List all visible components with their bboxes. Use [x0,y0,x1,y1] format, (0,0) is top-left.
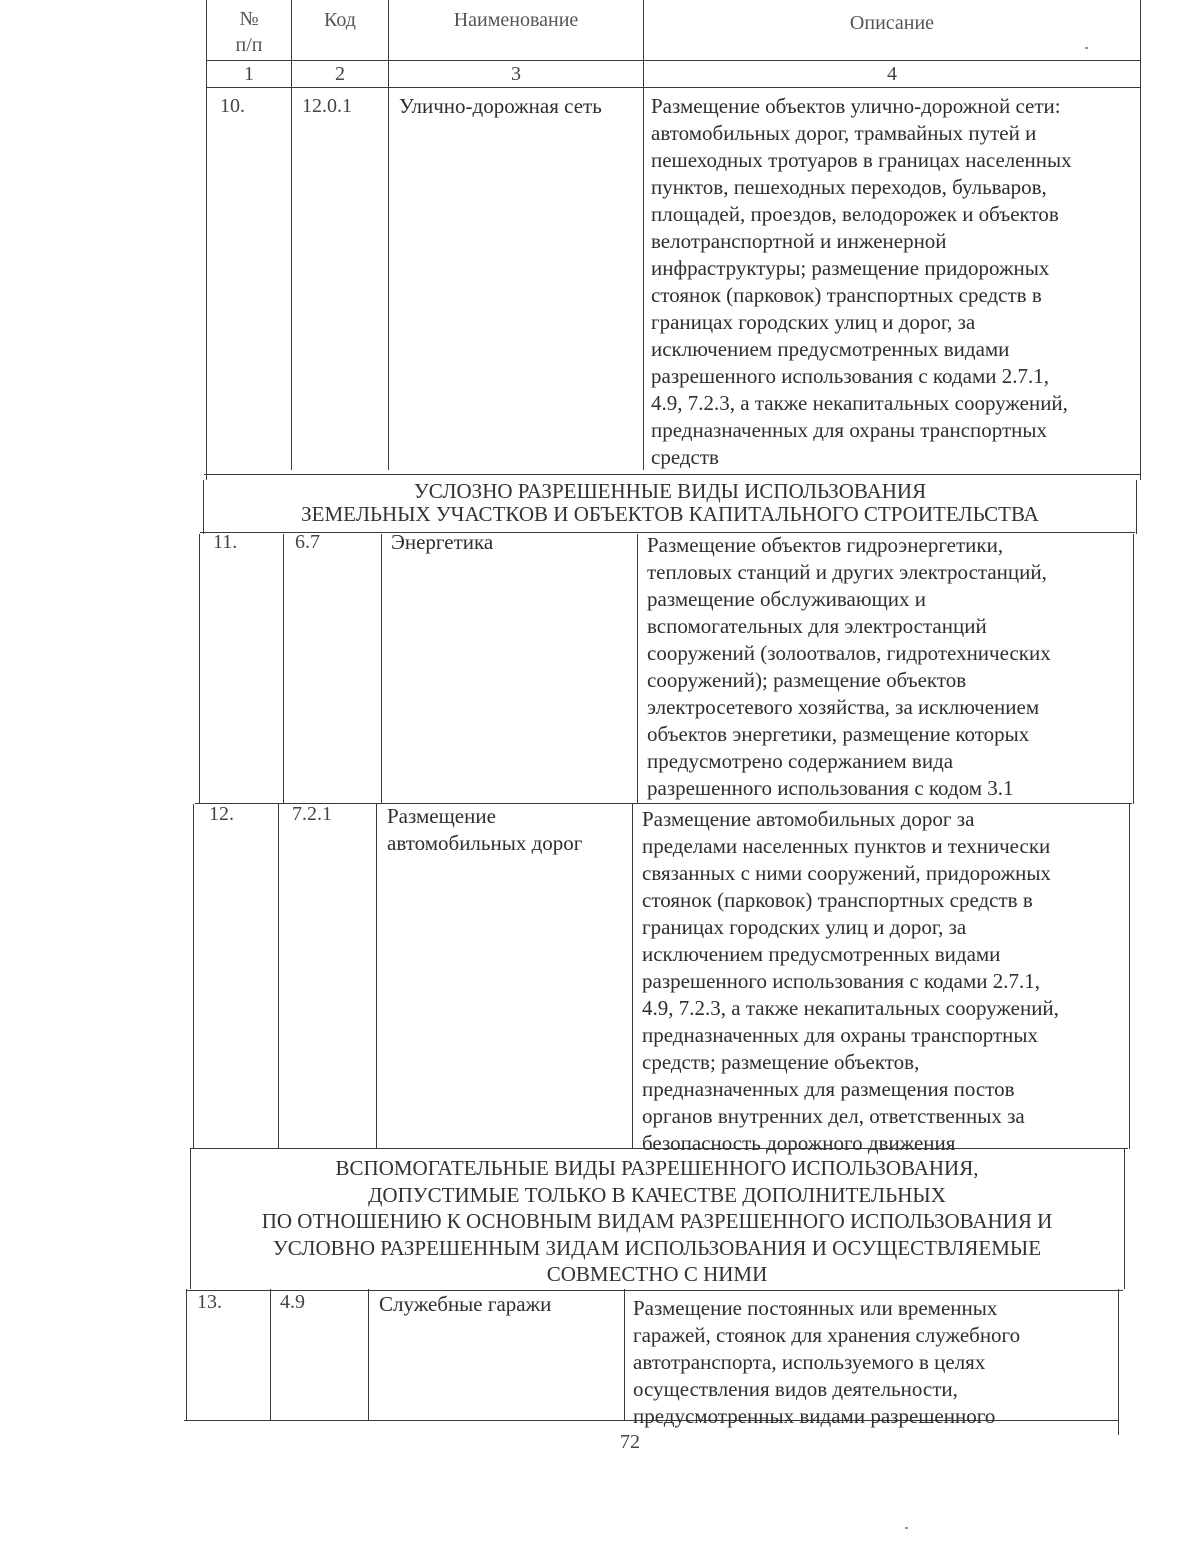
section-heading-auxiliary: ВСПОМОГАТЕЛЬНЫЕ ВИДЫ РАЗРЕШЕННОГО ИСПОЛЬЗОВАНИЯ, ДОПУСТИМЫЕ ТОЛЬКО В КАЧЕСТВЕ ДОПОЛНИТЕЛЬНЫХ ПО ОТНОШЕНИЮ К ОСНОВНЫМ ВИДАМ РАЗРЕШЕННОГО ИСПОЛЬЗОВАНИЯ И УСЛОВНО РАЗРЕШЕННЫМ ЗИДАМ ИСПОЛЬЗОВАНИЯ И ОСУЩЕСТВЛЯЕМЫЕ СОВМЕСТНО С НИМИ [261,1156,1053,1286]
column-number-3: 3 [511,63,521,85]
column-number-1: 1 [244,63,254,85]
row-number: 13. [197,1291,222,1313]
column-number-2: 2 [335,63,345,85]
row-name: Служебные гаражи [379,1292,552,1316]
row-code: 6.7 [295,531,320,553]
row-name: Улично-дорожная сеть [399,94,602,118]
section-heading-conditional: УСЛОЗНО РАЗРЕШЕННЫЕ ВИДЫ ИСПОЛЬЗОВАНИЯ ЗЕМЕЛЬНЫХ УЧАСТКОВ И ОБЪЕКТОВ КАПИТАЛЬНОГО СТРОИТЕЛЬСТВА [301,479,1039,526]
row-name: Размещение автомобильных дорог [387,804,583,855]
scan-speck [905,1527,908,1529]
scan-speck [1085,47,1088,49]
row-description: Размещение объектов гидроэнергетики, тепловых станций и других электростанций, размещение обслуживающих и вспомогательных для электростанций сооружений (золоотвалов, гидротехнических сооружений); размещение объектов электросетевого хозяйства, за исключением объектов энергетики, размещение которых предусмотрено содержанием вида разрешенного использования с кодом 3.1 [647,533,1051,800]
header-description: Описание [849,12,935,34]
column-number-4: 4 [887,63,897,85]
row-code: 7.2.1 [292,803,332,825]
row-code: 12.0.1 [302,95,352,117]
row-description: Размещение постоянных или временных гаражей, стоянок для хранения служебного автотранспорта, используемого в целях осуществления видов деятельности, предусмотренных видами разрешенного [633,1296,1021,1428]
row-description: Размещение автомобильных дорог за пределами населенных пунктов и технически связанных с ними сооружений, придорожных стоянок (парковок) транспортных средств в границах городских улиц и дорог, за исключением предусмотренных видами разрешенного использования с кодами 2.7.1, 4.9, 7.2.3, а также некапитальных сооружений, предназначенных для охраны транспортных средств; размещение объектов, предназначенных для размещения постов органов внутренних дел, ответственных за безопасность дорожного движения [642,807,1059,1155]
header-name: Наименование [453,9,579,31]
row-number: 12. [209,803,234,825]
row-code: 4.9 [280,1291,305,1313]
row-name: Энергетика [391,530,494,554]
row-description: Размещение объектов улично-дорожной сети: автомобильных дорог, трамвайных путей и пешеходных тротуаров в границах населенных пунктов, пешеходных переходов, бульваров, площадей, проездов, велодорожек и объектов велотранспортной и инженерной инфраструктуры; размещение придорожных стоянок (парковок) транспортных средств в границах городских улиц и дорог, за исключением предусмотренных видами разрешенного использования с кодами 2.7.1, 4.9, 7.2.3, а также некапитальных сооружений, предназначенных для охраны транспортных средств [651,94,1072,469]
row-number: 10. [220,95,245,117]
row-number: 11. [213,531,238,553]
header-number: № п/п [235,8,263,56]
page-number: 72 [620,1431,640,1453]
header-code: Код [324,9,356,31]
